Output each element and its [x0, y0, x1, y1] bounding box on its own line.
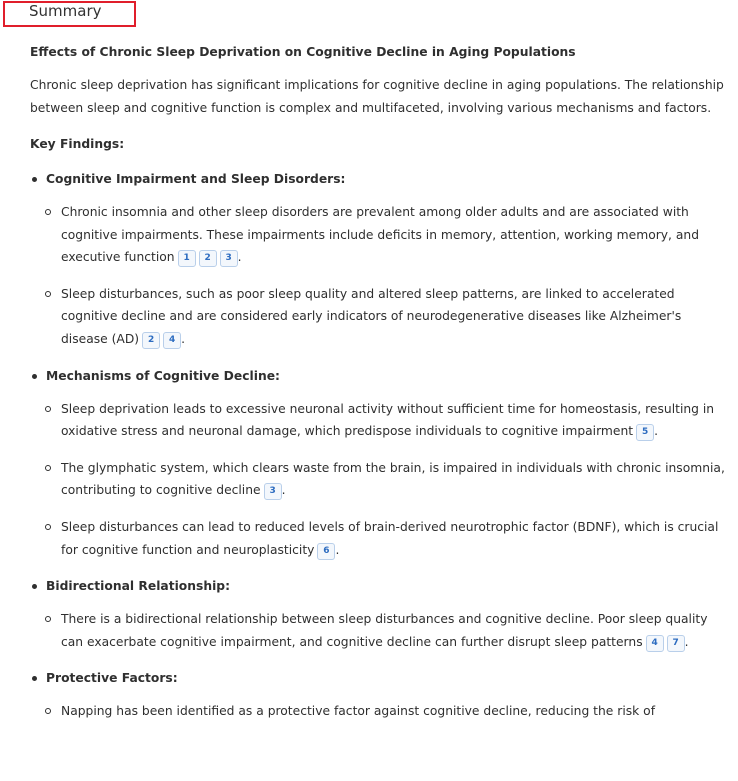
finding-section: [30, 668, 730, 723]
citation-badge[interactable]: 4: [646, 635, 664, 652]
list-item-text: The glymphatic system, which clears waste from the brain, is impaired in individuals with chronic insomnia, contributing to cognitive decline: [61, 460, 725, 498]
sentence-period: .: [684, 634, 689, 649]
sentence-period: .: [335, 542, 340, 557]
citation-badge[interactable]: 5: [636, 424, 654, 441]
citation-badge[interactable]: 3: [264, 483, 282, 500]
citation-badge[interactable]: 3: [220, 250, 238, 267]
summary-content: [30, 36, 730, 737]
finding-section: [30, 366, 730, 562]
list-item: [30, 700, 730, 723]
list-item: [30, 457, 730, 502]
section-items: [30, 398, 730, 562]
citation-badge[interactable]: 7: [667, 635, 685, 652]
list-item: [30, 398, 730, 443]
section-heading: Bidirectional Relationship:: [30, 576, 730, 596]
section-heading: Cognitive Impairment and Sleep Disorders:: [30, 169, 730, 189]
section-items: [30, 608, 730, 653]
citation-badge[interactable]: 2: [142, 332, 160, 349]
key-findings-heading: Key Findings:: [30, 137, 125, 151]
finding-section: [30, 576, 730, 653]
list-item-text: Sleep disturbances can lead to reduced levels of brain-derived neurotrophic factor (BDNF), which is crucial for cognitive function and neuroplasticity: [61, 519, 719, 557]
section-heading: Protective Factors:: [30, 668, 730, 688]
document-title: Effects of Chronic Sleep Deprivation on Cognitive Decline in Aging Populations: [30, 45, 576, 59]
citation-badge[interactable]: 1: [178, 250, 196, 267]
list-item-text: Sleep disturbances, such as poor sleep quality and altered sleep patterns, are linked to accelerated cognitive decline and are considered early indicators of neurodegenerative diseases like Alzheimer's disease (AD): [61, 286, 682, 346]
finding-section: [30, 169, 730, 351]
list-item-text: There is a bidirectional relationship between sleep disturbances and cognitive decline. Poor sleep quality can exacerbate cognitive impairment, and cognitive decline can further disrupt sleep patterns: [61, 612, 708, 649]
summary-tab-label[interactable]: Summary: [29, 2, 102, 20]
sentence-period: .: [281, 483, 286, 498]
citation-badge[interactable]: 4: [163, 332, 181, 349]
list-item: [30, 516, 730, 561]
section-items: [30, 201, 730, 351]
intro-paragraph: Chronic sleep deprivation has significant implications for cognitive decline in aging populations. The relationship between sleep and cognitive function is complex and multifaceted, involving various mechanisms and factors.: [30, 78, 724, 115]
sentence-period: .: [181, 331, 186, 346]
citation-badge[interactable]: 6: [317, 543, 335, 560]
findings-sections: [30, 169, 730, 723]
list-item: [30, 201, 730, 269]
list-item: [30, 283, 730, 351]
section-items: [30, 700, 730, 723]
sentence-period: .: [654, 424, 659, 439]
section-heading: Mechanisms of Cognitive Decline:: [30, 366, 730, 386]
citation-badge[interactable]: 2: [199, 250, 217, 267]
sentence-period: .: [237, 250, 242, 265]
list-item-text: Sleep deprivation leads to excessive neuronal activity without sufficient time for homeostasis, resulting in oxidative stress and neuronal damage, which predispose individuals to cognitive impairment: [61, 401, 715, 439]
list-item-text: Chronic insomnia and other sleep disorders are prevalent among older adults and are associated with cognitive impairments. These impairments include deficits in memory, attention, working memory, and executive function: [61, 205, 700, 265]
list-item-text: Napping has been identified as a protective factor against cognitive decline, reducing the risk of: [61, 704, 656, 719]
list-item: [30, 608, 730, 653]
